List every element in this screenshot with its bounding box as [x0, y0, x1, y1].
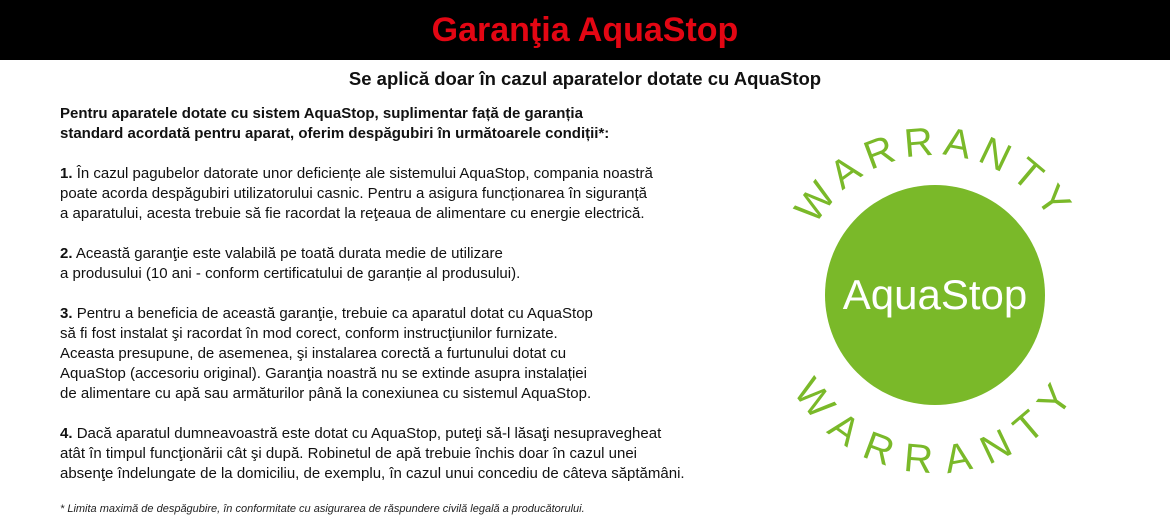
condition-line: să fi fost instalat şi racordat în mod corect, conform instrucţiunilor furnizate. — [60, 325, 558, 342]
condition-number: 2. — [60, 245, 73, 262]
warranty-bottom-text: WARRANTY — [785, 370, 1086, 483]
warranty-top-text: WARRANTY — [786, 119, 1084, 232]
condition-line: a produsului (10 ani - conform certificatului de garanție al produsului). — [60, 265, 521, 282]
condition-line: a aparatului, acesta trebuie să fie racordat la reţeaua de alimentare cu energie electrică. — [60, 205, 645, 222]
condition-text: În cazul pagubelor datorate unor deficiențe ale sistemului AquaStop, compania noastră — [76, 165, 653, 182]
intro-text — [60, 104, 780, 144]
condition-4 — [60, 424, 780, 484]
footnote: * Limita maximă de despăgubire, în conformitate cu asigurarea de răspundere civilă legală a producătorului. — [60, 503, 585, 515]
condition-line: AquaStop (accesoriu original). Garanţia noastră nu se extinde asupra instalației — [60, 365, 587, 382]
condition-line — [60, 424, 780, 444]
condition-number: 3. — [60, 305, 73, 322]
aquastop-warranty-badge — [780, 95, 1090, 505]
condition-number: 4. — [60, 425, 73, 442]
condition-2 — [60, 244, 780, 284]
intro-line: Pentru aparatele dotate cu sistem AquaStop, suplimentar față de garanția — [60, 105, 583, 122]
condition-line: poate acorda despăgubiri utilizatorului casnic. Pentru a asigura funcționarea în siguranță — [60, 185, 648, 202]
condition-text: Această garanţie este valabilă pe toată durata medie de utilizare — [75, 245, 503, 262]
header-bar — [0, 0, 1170, 60]
condition-line: absenţe îndelungate de la domiciliu, de exemplu, în cazul unui concediu de câteva săptămâni. — [60, 465, 685, 482]
condition-line — [60, 244, 780, 264]
subtitle: Se aplică doar în cazul aparatelor dotate cu AquaStop — [348, 68, 822, 89]
aquastop-label: AquaStop — [842, 271, 1028, 318]
condition-1 — [60, 164, 780, 224]
condition-line: de alimentare cu apă sau armăturilor până la conexiunea cu sistemul AquaStop. — [60, 385, 592, 402]
condition-text: Dacă aparatul dumneavoastră este dotat cu AquaStop, puteţi să-l lăsaţi nesupravegheat — [76, 425, 662, 442]
condition-3 — [60, 304, 780, 404]
condition-text: Pentru a beneficia de această garanţie, trebuie ca aparatul dotat cu AquaStop — [76, 305, 593, 322]
page-title: Garanţia AquaStop — [431, 10, 739, 49]
warranty-conditions — [60, 104, 780, 504]
condition-line — [60, 164, 780, 184]
condition-number: 1. — [60, 165, 73, 182]
intro-line: standard acordată pentru aparat, oferim despăgubiri în următoarele condiții*: — [60, 125, 610, 142]
condition-line — [60, 304, 780, 324]
condition-line: atât în timpul funcţionării cât şi după. Robinetul de apă trebuie închis doar în cazul unei — [60, 445, 638, 462]
condition-line: Aceasta presupune, de asemenea, şi instalarea corectă a furtunului dotat cu — [60, 345, 567, 362]
